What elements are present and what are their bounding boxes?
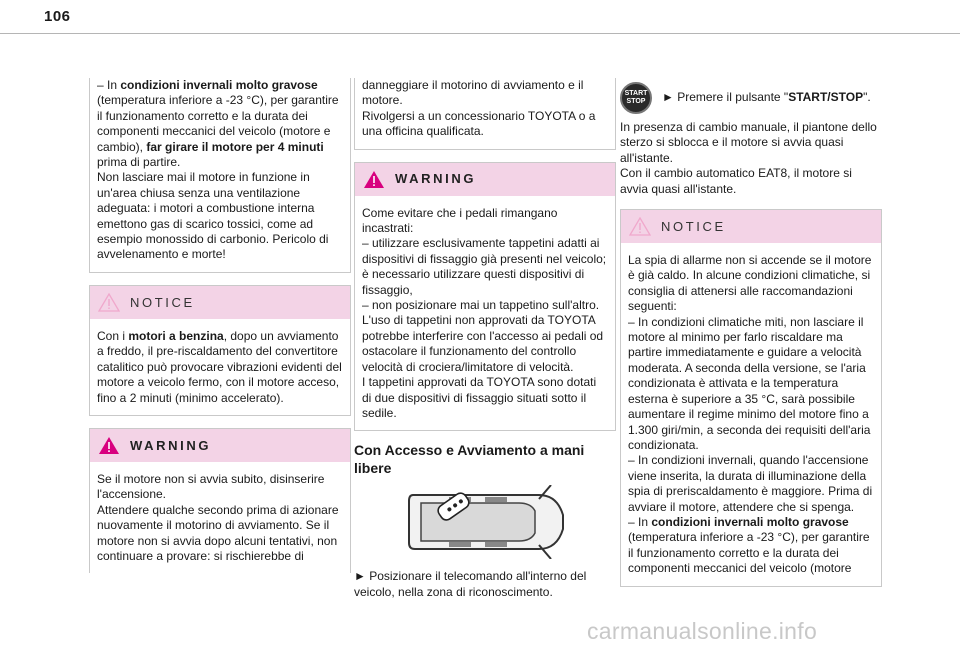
section-heading: Con Accesso e Avviamento a mani libere bbox=[354, 442, 585, 477]
continued-warning-box bbox=[354, 78, 616, 150]
winter-start-text: – In condizioni invernali molto gravose (temperatura inferiore a -23 °C), per garantire il funzionamento corretto e la durata dei componenti meccanici del veicolo (motore e cambio), far girare il motore per 4 minuti prima di partire. Non lasciare mai il motore in funzione in un'area chiusa senza una ventilazione adeguata: i motori a combustione interna emettono gas di scarico tossici, come ad esempio monossido di carbonio. Pericolo di avvelenamento e morte! bbox=[97, 78, 339, 262]
start-stop-button-icon: START STOP bbox=[620, 82, 652, 114]
column-3 bbox=[620, 78, 882, 587]
caution-triangle-icon bbox=[629, 217, 651, 236]
start-step-row bbox=[620, 82, 882, 114]
continued-warning-text: danneggiare il motorino di avviamento e il motore. Rivolgersi a un concessionario TOYOTA o a una officina qualificata. bbox=[362, 78, 596, 139]
warning-header bbox=[90, 429, 350, 462]
caution-triangle-icon bbox=[98, 293, 120, 312]
header-rule bbox=[0, 33, 960, 34]
notice-header bbox=[90, 286, 350, 319]
warning-body: Se il motore non si avvia subito, disinserire l'accensione. Attendere qualche secondo prima di azionare nuovamente il motorino di avviamento. Se il motore non si avvia dopo alcuni tentativi, non continuare a provare: si rischierebbe di bbox=[97, 471, 339, 563]
warning-title: WARNING bbox=[395, 171, 477, 187]
warning-header bbox=[355, 163, 615, 196]
notice-title: NOTICE bbox=[130, 294, 195, 310]
watermark-text: carmanualsonline.info bbox=[587, 618, 818, 644]
warning-box-pedals bbox=[354, 162, 616, 432]
continued-text-box bbox=[89, 78, 351, 273]
column-2 bbox=[354, 78, 616, 600]
notice-header bbox=[621, 210, 881, 243]
car-key-zone-illustration bbox=[399, 485, 571, 559]
notice-box-petrol bbox=[89, 285, 351, 416]
notice-box-warmup bbox=[620, 209, 882, 587]
notice-title: NOTICE bbox=[661, 218, 726, 234]
page-number: 106 bbox=[44, 8, 71, 25]
warning-triangle-icon bbox=[98, 436, 120, 455]
warning-title: WARNING bbox=[130, 437, 212, 453]
instruction-text: ► Posizionare il telecomando all'interno del veicolo, nella zona di riconoscimento. bbox=[354, 569, 587, 599]
warning-box-start bbox=[89, 428, 351, 573]
start-step-text: ► Premere il pulsante "START/STOP". bbox=[662, 90, 871, 105]
column-1 bbox=[89, 78, 351, 573]
start-result-text: In presenza di cambio manuale, il piantone dello sterzo si sblocca e il motore si avvia quasi all'istante. Con il cambio automatico EAT8, il motore si avvia quasi all'istante. bbox=[620, 120, 877, 196]
notice-body: La spia di allarme non si accende se il motore è già caldo. In alcune condizioni climatiche, si consiglia di attenersi alle raccomandazioni seguenti: – In condizioni climatiche miti, non lasciare il motore al minimo per farlo riscaldare ma partire immediatamente e guidare a velocità moderata. A seconda della versione, se l'aria condizionata è attivata e la temperatura esterna è superiore a 35 °C, sarà possibile aumentare il regime minimo del motore fino a 1.300 giri/min, a seconda dei requisiti dell'aria condizionata. – In condizioni invernali, quando l'accensione viene inserita, la durata di illuminazione della spia di preriscaldamento è maggiore. Prima di avviare il motore, attendere che si spenga. – In condizioni invernali molto gravose (temperatura inferiore a -23 °C), per garantire il funzionamento corretto e la durata dei componenti meccanici del veicolo (motore bbox=[628, 253, 873, 576]
notice-body: Con i motori a benzina, dopo un avviamento a freddo, il pre-riscaldamento del convertitore catalitico può provocare vibrazioni evidenti del motore a veicolo fermo, con il motore acceso, fino a 2 minuti (minimo accelerato). bbox=[97, 328, 342, 405]
warning-triangle-icon bbox=[363, 170, 385, 189]
warning-body: Come evitare che i pedali rimangano incastrati: – utilizzare esclusivamente tappetini adatti ai dispositivi di fissaggio già presenti nel veicolo; è necessario utilizzare questi dispositivi di fissaggio, – non posizionare mai un tappetino sull'altro. L'uso di tappetini non approvati da TOYOTA potrebbe interferire con l'accesso ai pedali od ostacolare il funzionamento del controllo velocità di crociera/limitatore di velocità. I tappetini approvati da TOYOTA sono dotati di due dispositivi di fissaggio situati sotto il sedile. bbox=[362, 205, 607, 420]
